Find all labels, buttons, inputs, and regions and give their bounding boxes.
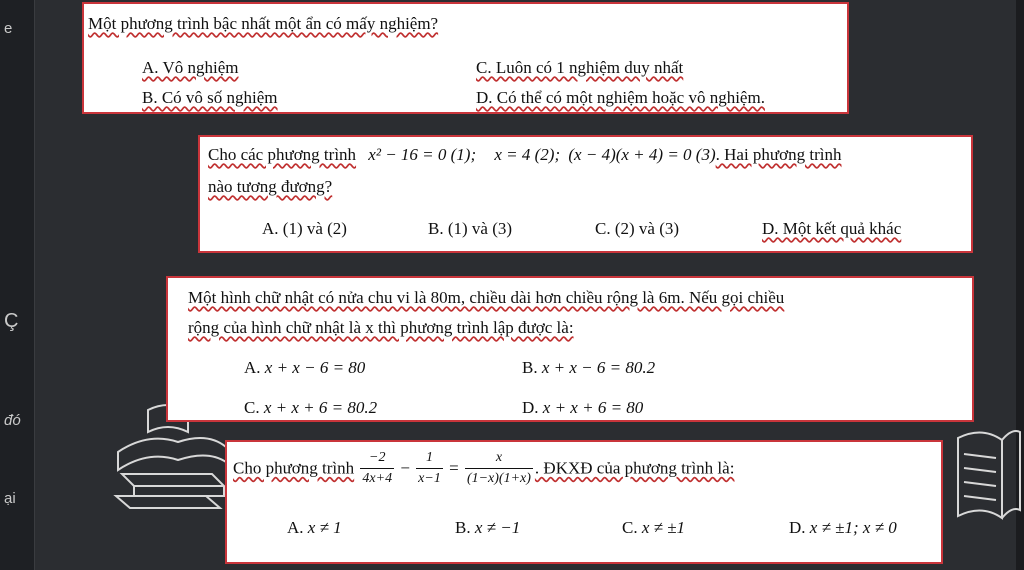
fraction-1: [360, 448, 394, 489]
question-line-1: Một hình chữ nhật có nửa chu vi là 80m, chiều dài hơn chiều rộng là 6m. Nếu gọi chiều: [188, 288, 785, 307]
option-b: [455, 518, 520, 538]
option-label: C.: [244, 398, 260, 417]
fraction-3-denominator: (1−x)(1+x): [466, 471, 531, 486]
option-expression: x ≠ ±1: [641, 518, 686, 537]
option-label: B.: [522, 358, 538, 377]
option-expression: x + x − 6 = 80.2: [541, 358, 656, 377]
option-expression: x + x − 6 = 80: [264, 358, 366, 377]
option-a: A. Vô nghiệm: [142, 58, 239, 77]
left-sidebar: [0, 0, 35, 570]
option-a: [244, 358, 365, 378]
option-b: [522, 358, 655, 378]
sidebar-fragment: e: [4, 20, 13, 37]
question-line-2: rộng của hình chữ nhật là x thì phương trình lập được là:: [188, 318, 574, 337]
option-d: [789, 518, 897, 538]
option-expression: x + x + 6 = 80.2: [263, 398, 378, 417]
equation-2: x = 4 (2);: [494, 145, 561, 164]
question-line-2: nào tương đương?: [208, 177, 333, 196]
sidebar-fragment: Ç: [4, 310, 19, 332]
question-suffix: . Hai phương trình: [715, 145, 842, 164]
option-label: D.: [522, 398, 539, 417]
minus-sign: −: [400, 458, 410, 478]
fraction-2-denominator: x−1: [418, 471, 441, 486]
option-c: [244, 398, 377, 418]
question-text: Một phương trình bậc nhất một ẩn có mấy nghiệm?: [88, 14, 439, 33]
question-line-1: [208, 145, 841, 165]
question-card-1: [82, 2, 849, 114]
option-b: B. Có vô số nghiệm: [142, 88, 278, 107]
sidebar-fragment: ại: [4, 490, 16, 507]
option-c: [622, 518, 685, 538]
option-label: A.: [287, 518, 304, 537]
option-d: D. Có thể có một nghiệm hoặc vô nghiệm.: [476, 88, 765, 107]
fraction-2-numerator: 1: [416, 448, 443, 469]
question-card-3: [166, 276, 974, 422]
question-prefix: Cho phương trình: [233, 458, 355, 478]
option-expression: x ≠ 1: [307, 518, 342, 537]
fraction-3-numerator: x: [465, 448, 533, 469]
sidebar-fragment: đó: [4, 412, 21, 429]
option-a: [287, 518, 342, 538]
option-c: C. (2) và (3): [595, 219, 680, 238]
question-prefix: Cho các phương trình: [208, 145, 357, 164]
option-expression: x ≠ −1: [474, 518, 521, 537]
fraction-2: [416, 448, 443, 489]
question-card-4: [225, 440, 943, 564]
option-a: A. (1) và (2): [262, 219, 347, 238]
fraction-3: [465, 448, 533, 489]
option-c: C. Luôn có 1 nghiệm duy nhất: [476, 58, 684, 77]
question-card-2: [198, 135, 973, 253]
option-expression: x ≠ ±1; x ≠ 0: [809, 518, 897, 537]
equation-3: (x − 4)(x + 4) = 0 (3): [568, 145, 716, 164]
option-b: B. (1) và (3): [428, 219, 513, 238]
equals-sign: =: [449, 458, 459, 478]
option-label: B.: [455, 518, 471, 537]
option-label: C.: [622, 518, 638, 537]
open-book-icon: [952, 418, 1022, 528]
option-d: D. Một kết quả khác: [762, 219, 902, 238]
equation-1: x² − 16 = 0 (1);: [368, 145, 477, 164]
fraction-1-denominator: 4x+4: [362, 471, 393, 486]
fraction-1-numerator: −2: [360, 448, 394, 469]
question-suffix: . ĐKXĐ của phương trình là:: [534, 458, 735, 478]
question-line: [233, 448, 734, 489]
option-d: [522, 398, 643, 418]
option-label: A.: [244, 358, 261, 377]
option-label: D.: [789, 518, 806, 537]
option-expression: x + x + 6 = 80: [542, 398, 644, 417]
